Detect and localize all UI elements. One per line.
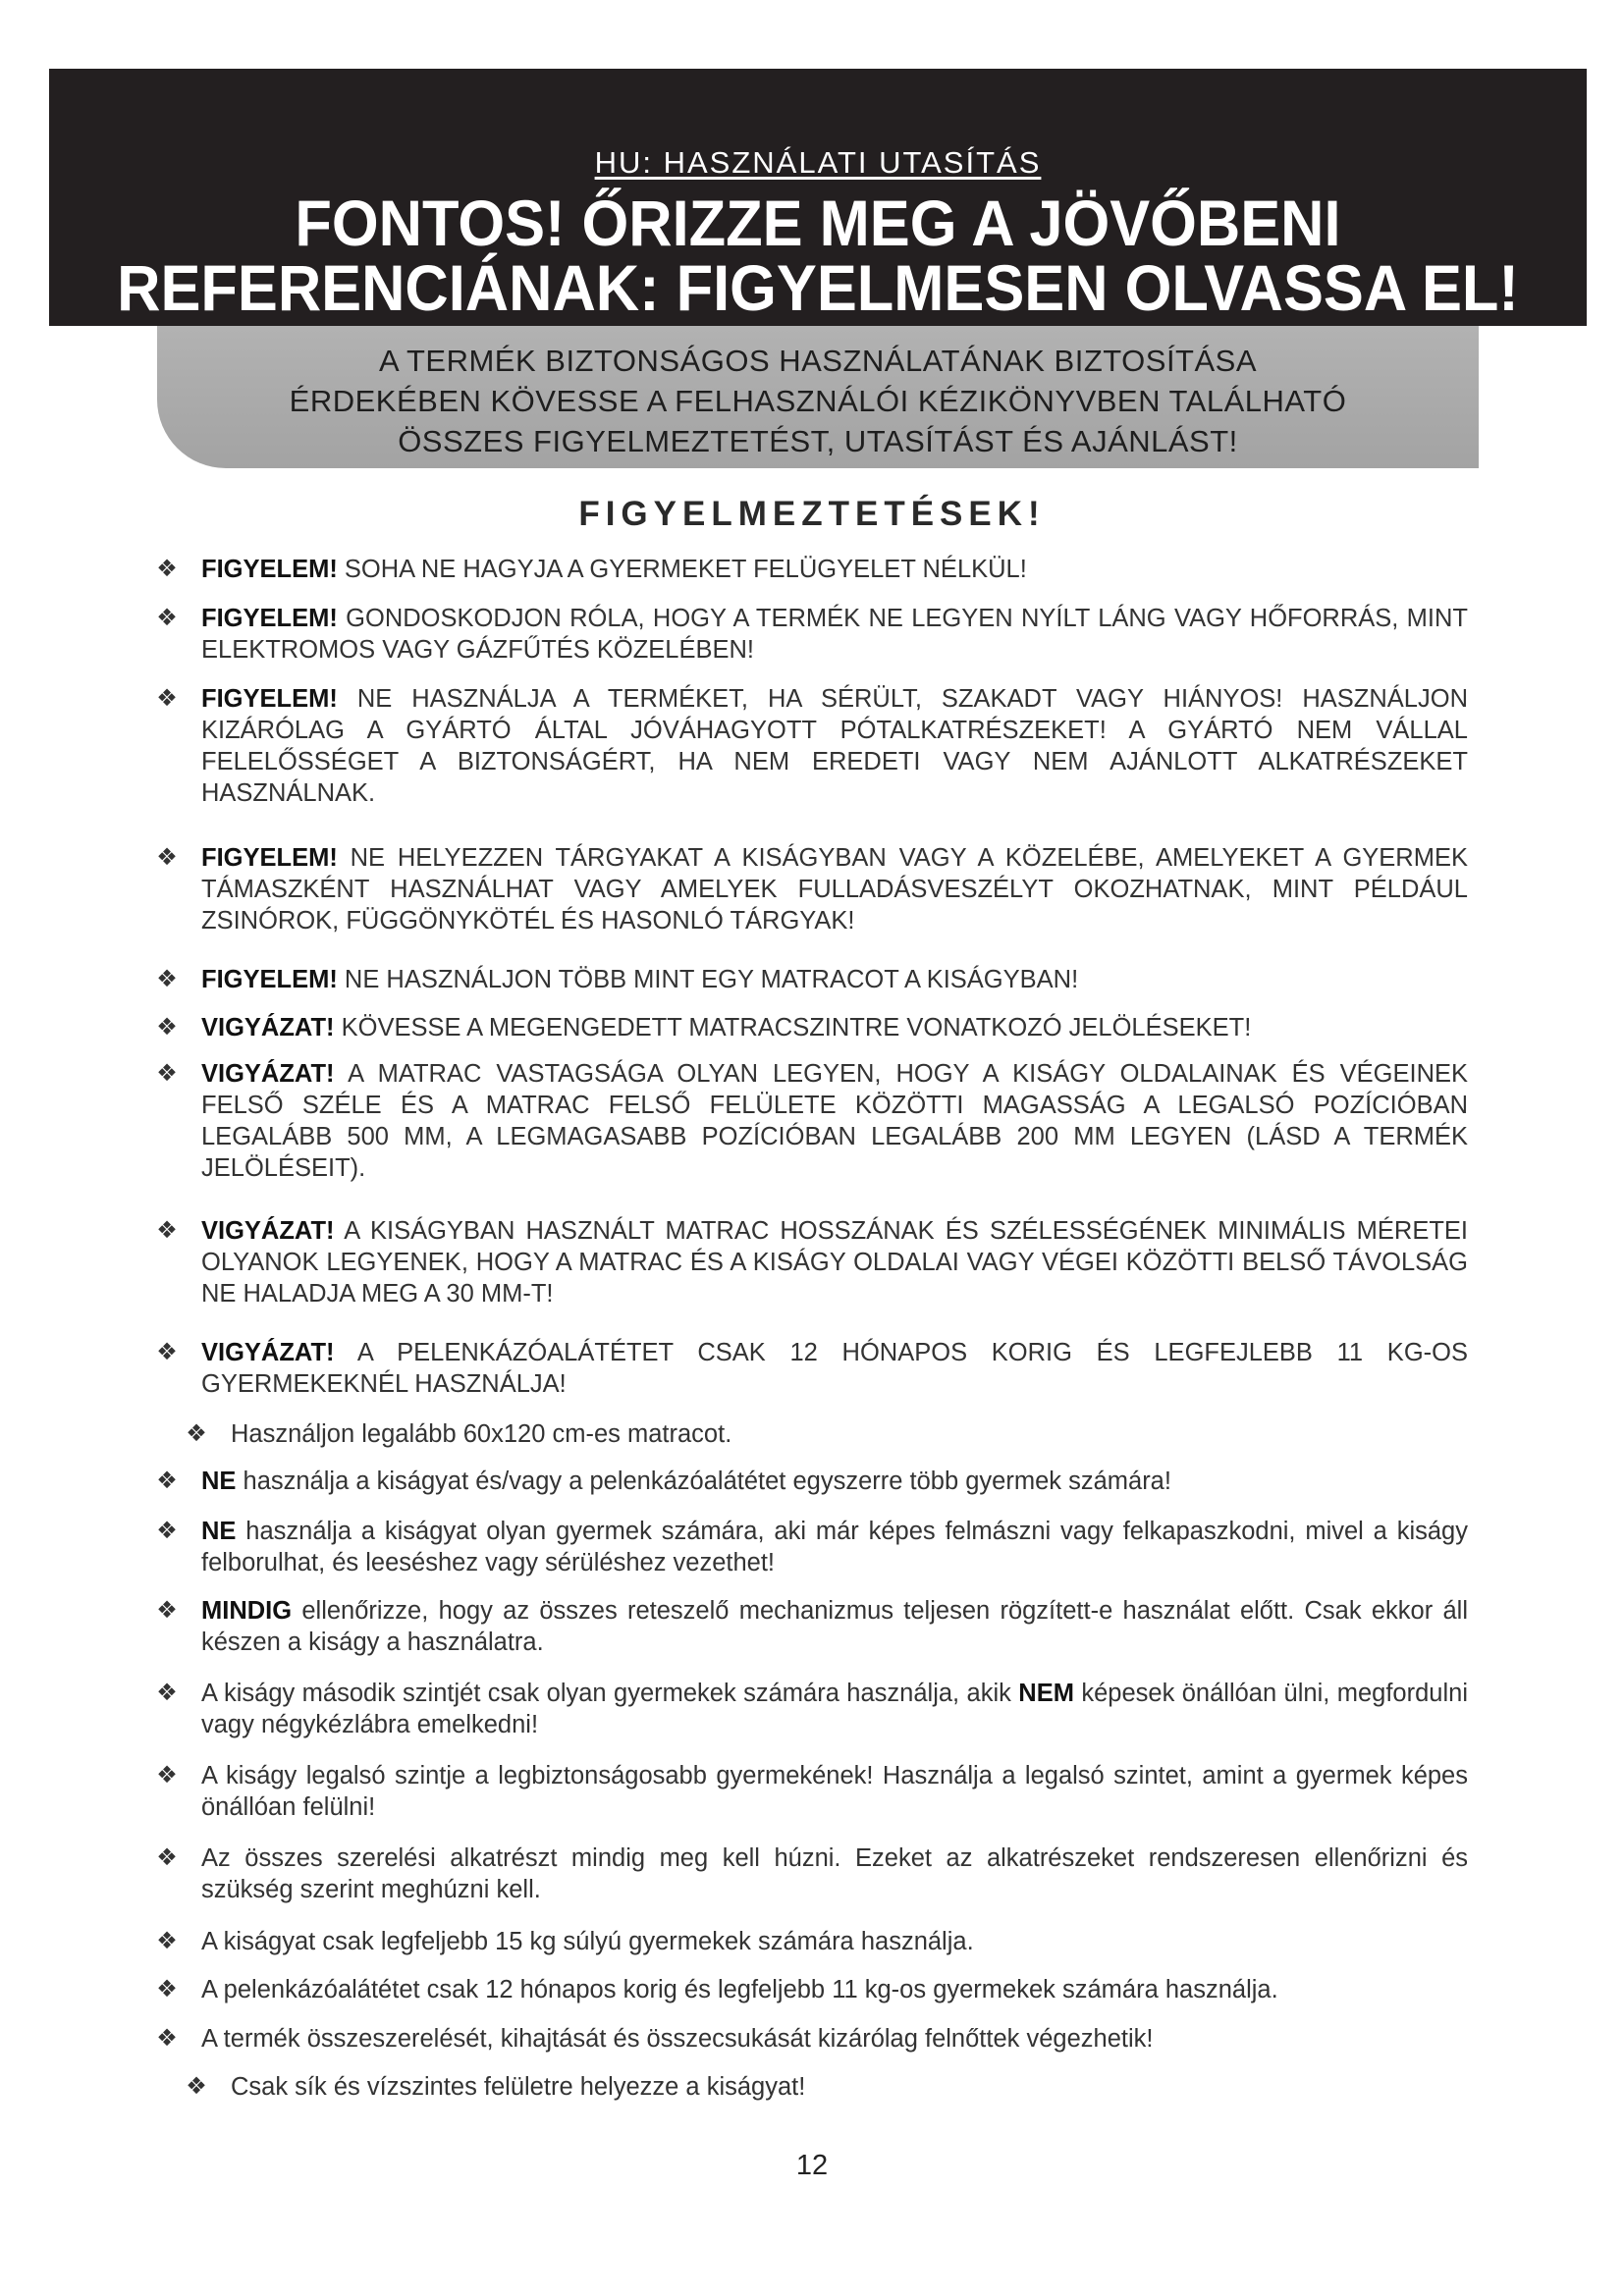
notice-line-1: A TERMÉK BIZTONSÁGOS HASZNÁLATÁNAK BIZTOSÍTÁSA <box>378 344 1258 378</box>
bullet-icon: ❖ <box>156 605 178 631</box>
notice-line-3: ÖSSZES FIGYELMEZTETÉST, UTASÍTÁST ÉS AJÁNLÁST! <box>398 424 1238 458</box>
bullet-icon: ❖ <box>186 2073 207 2100</box>
bullet-icon: ❖ <box>156 556 178 582</box>
bullet-icon: ❖ <box>156 1928 178 1954</box>
title-line-2: REFERENCIÁNAK: FIGYELMESEN OLVASSA EL! <box>117 251 1519 324</box>
bullet-icon: ❖ <box>156 966 178 992</box>
important-title <box>103 187 1533 324</box>
language-heading: HU: HASZNÁLATI UTASÍTÁS <box>594 145 1042 180</box>
bullet-icon: ❖ <box>156 1339 178 1365</box>
bullet-icon: ❖ <box>156 844 178 871</box>
bullet-icon: ❖ <box>156 1976 178 2002</box>
bullet-icon: ❖ <box>156 1060 178 1087</box>
bullet-icon: ❖ <box>156 2025 178 2052</box>
bullet-icon: ❖ <box>156 1680 178 1706</box>
bullet-icon: ❖ <box>156 1844 178 1871</box>
safety-notice-banner <box>157 326 1479 468</box>
bullet-icon: ❖ <box>156 1468 178 1494</box>
bullet-icon: ❖ <box>156 1217 178 1244</box>
header-band <box>49 69 1587 326</box>
bullet-icon: ❖ <box>186 1420 207 1447</box>
warnings-heading: FIGYELMEZTETÉSEK! <box>578 495 1046 533</box>
page-number: 12 <box>795 2150 829 2181</box>
bullet-icon: ❖ <box>156 1518 178 1544</box>
bullet-icon: ❖ <box>156 1014 178 1041</box>
bullet-icon: ❖ <box>156 685 178 712</box>
bullet-icon: ❖ <box>156 1597 178 1624</box>
title-line-1: FONTOS! ŐRIZZE MEG A JÖVŐBENI <box>295 187 1341 259</box>
notice-line-2: ÉRDEKÉBEN KÖVESSE A FELHASZNÁLÓI KÉZIKÖNYVBEN TALÁLHATÓ <box>289 384 1347 418</box>
bullet-icon: ❖ <box>156 1762 178 1789</box>
